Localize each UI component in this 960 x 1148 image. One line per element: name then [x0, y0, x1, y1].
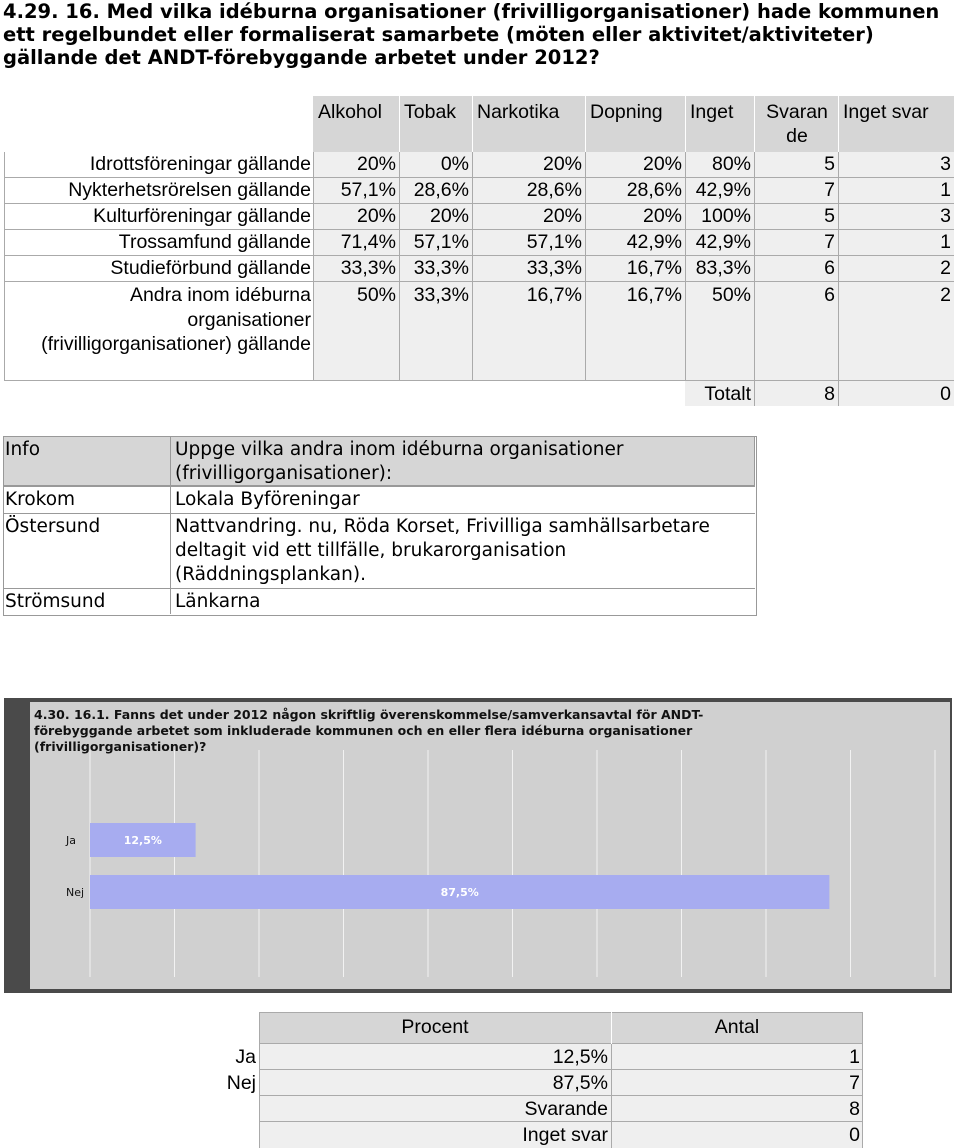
- cell: 20%: [356, 153, 396, 175]
- header-procent: Procent: [401, 1016, 469, 1038]
- totalt-label: Totalt: [704, 383, 751, 405]
- cell: 1: [940, 179, 951, 201]
- cell: 16,7%: [626, 257, 682, 279]
- cell: 33,3%: [340, 257, 396, 279]
- cell: 16,7%: [526, 284, 582, 306]
- row-label-kultur: Kulturföreningar gällande: [93, 205, 311, 227]
- cell: 3: [940, 153, 951, 175]
- cell: 33,3%: [526, 257, 582, 279]
- antal-nej: 7: [849, 1072, 860, 1094]
- row-label-nykterhet: Nykterhetsrörelsen gällande: [68, 179, 311, 201]
- header-inget-svar: Inget svar: [843, 101, 929, 123]
- procent-ja: 12,5%: [552, 1046, 608, 1068]
- row-label-svarande: Svarande: [524, 1098, 608, 1120]
- antal-svarande: 8: [849, 1098, 860, 1120]
- info-kommun-stromsund: Strömsund: [5, 591, 106, 612]
- info-text-stromsund: Länkarna: [175, 591, 261, 612]
- cell: 71,4%: [340, 231, 396, 253]
- cell: 3: [940, 205, 951, 227]
- cell: 33,3%: [413, 257, 469, 279]
- cell: 42,9%: [695, 179, 751, 201]
- antal-inget-svar: 0: [849, 1124, 860, 1146]
- row-label-nej: Nej: [226, 1072, 256, 1094]
- header-dopning: Dopning: [590, 101, 663, 123]
- cell: 28,6%: [626, 179, 682, 201]
- cell: 57,1%: [526, 231, 582, 253]
- header-narkotika: Narkotika: [477, 101, 560, 123]
- category-label-nej: Nej: [66, 886, 85, 899]
- cell: 2: [940, 257, 951, 279]
- cell: 80%: [711, 153, 751, 175]
- cell: 0%: [440, 153, 469, 175]
- cell: 20%: [429, 205, 469, 227]
- chart-title: 4.30. 16.1. Fanns det under 2012 någon skriftlig överenskommelse/samverkansavtal för ANDT-förebyggande arbetet som inkluderade kommunen och en eller flera idéburna organisationer (frivilligorganisationer)?: [34, 707, 704, 754]
- cell: 83,3%: [695, 257, 751, 279]
- cell: 6: [824, 284, 835, 306]
- cell: 1: [940, 231, 951, 253]
- cell: 16,7%: [626, 284, 682, 306]
- question-title: 4.29. 16. Med vilka idéburna organisationer (frivilligorganisationer) hade kommunen ett regelbundet eller formaliserat samarbete (möten eller aktivitet/aktiviteter) gällande det ANDT-förebyggande arbetet under 2012?: [3, 0, 940, 69]
- antal-ja: 1: [849, 1046, 860, 1068]
- totalt-svarande: 8: [824, 383, 835, 405]
- header-svarande: Svaran de: [766, 101, 828, 147]
- cell: 42,9%: [695, 231, 751, 253]
- value-label-ja: 12,5%: [123, 834, 162, 847]
- row-label-studieforbund: Studieförbund gällande: [110, 257, 311, 279]
- cell: 50%: [356, 284, 396, 306]
- cell: 20%: [356, 205, 396, 227]
- cell: 20%: [542, 205, 582, 227]
- header-alkohol: Alkohol: [318, 101, 382, 123]
- cell: 20%: [542, 153, 582, 175]
- procent-nej: 87,5%: [552, 1072, 608, 1094]
- cell: 50%: [711, 284, 751, 306]
- cell: 28,6%: [413, 179, 469, 201]
- header-antal: Antal: [714, 1016, 760, 1038]
- info-header-right: Uppge vilka andra inom idéburna organisationer (frivilligorganisationer):: [175, 439, 624, 484]
- row-label-andra: Andra inom idéburna organisationer (frivilligorganisationer) gällande: [41, 284, 311, 355]
- row-label-inget-svar: Inget svar: [522, 1124, 608, 1146]
- row-label-trossamfund: Trossamfund gällande: [118, 231, 311, 253]
- cell: 57,1%: [413, 231, 469, 253]
- value-label-nej: 87,5%: [440, 886, 479, 899]
- cell: 42,9%: [626, 231, 682, 253]
- cell: 20%: [642, 153, 682, 175]
- header-inget: Inget: [690, 101, 734, 123]
- cell: 20%: [642, 205, 682, 227]
- totalt-inget-svar: 0: [940, 383, 951, 405]
- info-kommun-ostersund: Östersund: [5, 516, 101, 537]
- cell: 5: [824, 153, 835, 175]
- bar-chart: [30, 702, 950, 989]
- cell: 7: [824, 179, 835, 201]
- row-label-ja: Ja: [235, 1046, 256, 1068]
- cell: 57,1%: [340, 179, 396, 201]
- info-text-ostersund: Nattvandring. nu, Röda Korset, Frivilliga samhällsarbetare deltagit vid ett tillfälle, brukarorganisation (Räddningsplankan).: [175, 516, 710, 585]
- cell: 100%: [701, 205, 751, 227]
- info-kommun-krokom: Krokom: [5, 489, 76, 510]
- row-label-idrott: Idrottsföreningar gällande: [89, 153, 311, 175]
- category-label-ja: Ja: [66, 834, 76, 847]
- cell: 5: [824, 205, 835, 227]
- info-text-krokom: Lokala Byföreningar: [175, 489, 360, 510]
- cell: 33,3%: [413, 284, 469, 306]
- cell: 7: [824, 231, 835, 253]
- header-tobak: Tobak: [404, 101, 457, 123]
- cell: 6: [824, 257, 835, 279]
- cell: 2: [940, 284, 951, 306]
- info-header-left: Info: [5, 439, 41, 460]
- cell: 28,6%: [526, 179, 582, 201]
